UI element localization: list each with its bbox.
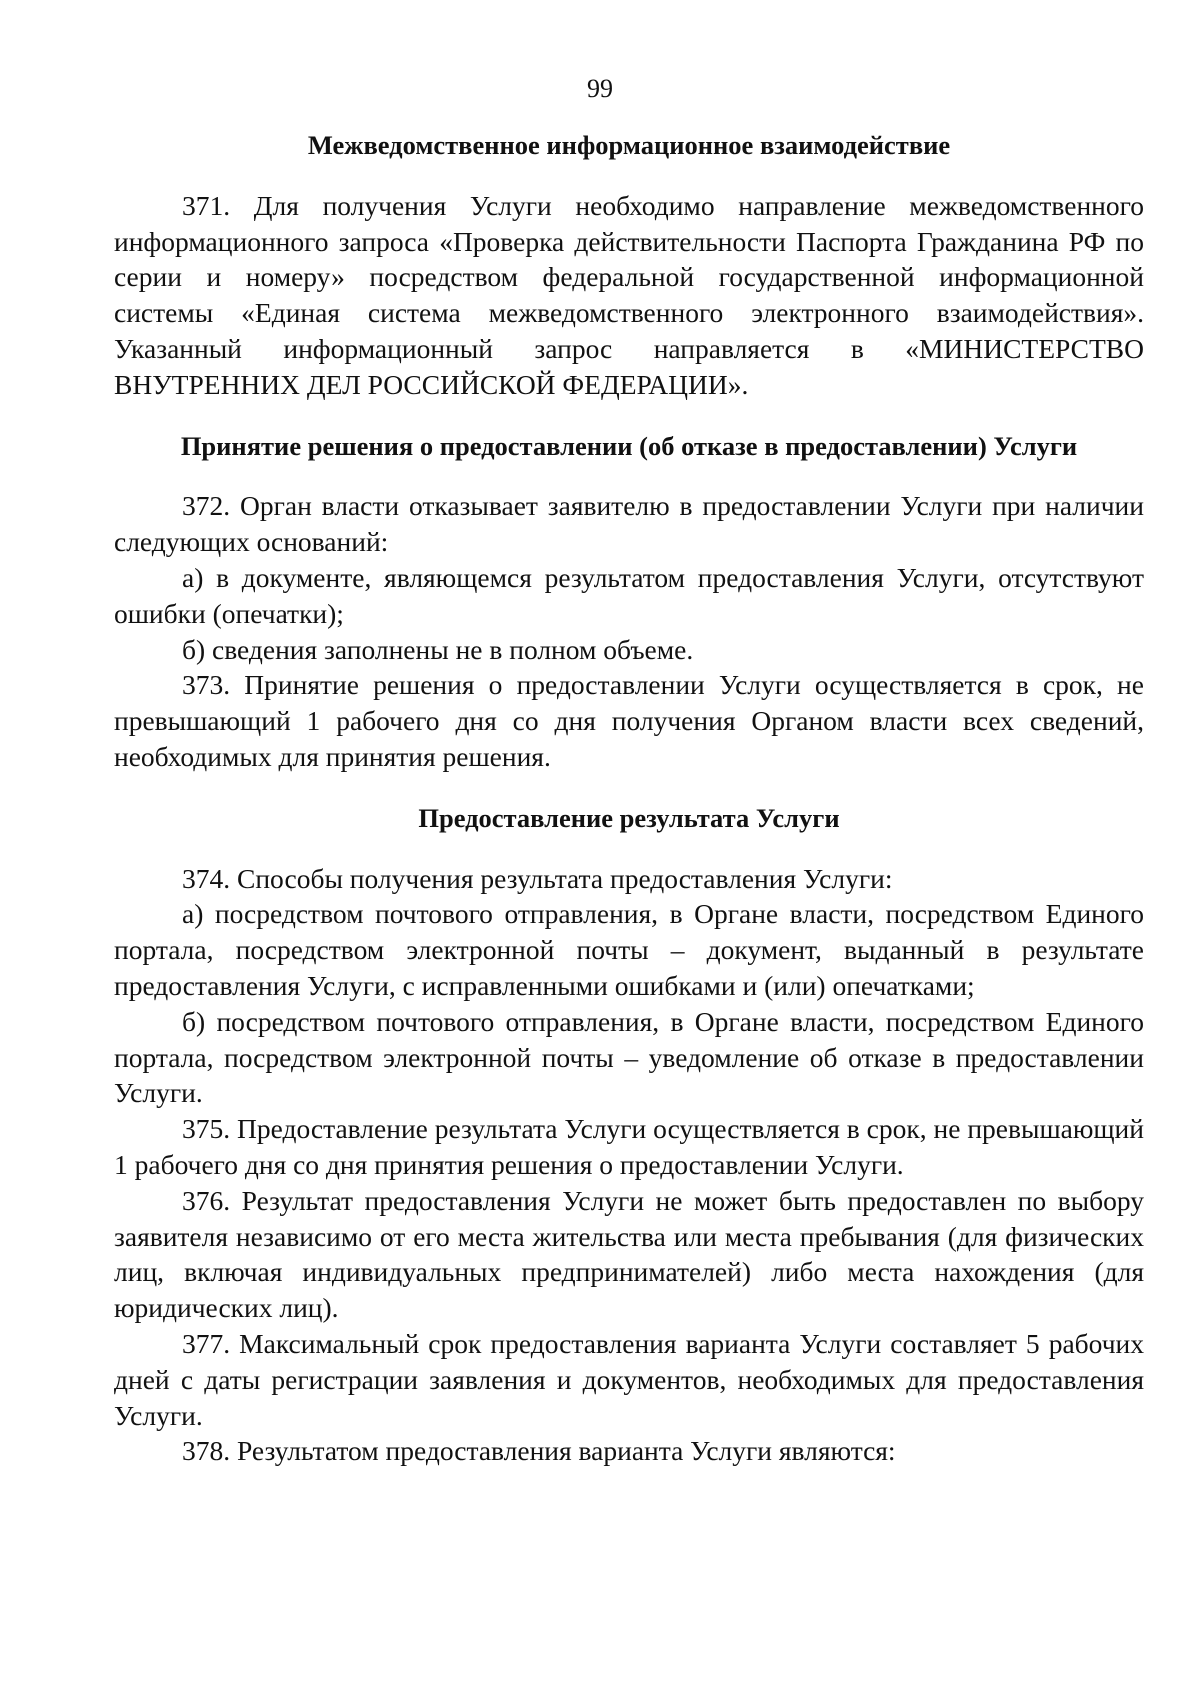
section-heading-result: Предоставление результата Услуги: [418, 802, 840, 833]
section-heading-decision: Принятие решения о предоставлении (об отказе в предоставлении) Услуги: [180, 430, 1078, 461]
paragraph-378: 378. Результатом предоставления варианта Услуги являются:: [182, 1435, 896, 1467]
paragraph-374-b: б) посредством почтового отправления, в Органе власти, посредством Единого портала, посредством электронной почты – уведомление об отказе в предоставлении Услуги.: [114, 1005, 1144, 1109]
section-heading-interagency: Межведомственное информационное взаимодействие: [307, 130, 951, 160]
paragraph-375: 375. Предоставление результата Услуги осуществляется в срок, не превышающий 1 рабочего дня со дня принятия решения о предоставлении Услуги.: [114, 1113, 1144, 1180]
paragraph-372-b: б) сведения заполнены не в полном объеме.: [182, 633, 694, 665]
document-body: [114, 128, 1144, 1469]
paragraph-377: 377. Максимальный срок предоставления варианта Услуги составляет 5 рабочих дней с даты регистрации заявления и документов, необходимых для предоставления Услуги.: [114, 1327, 1144, 1431]
page-number: 99: [587, 74, 613, 103]
paragraph-373: 373. Принятие решения о предоставлении Услуги осуществляется в срок, не превышающий 1 рабочего дня со дня получения Органом власти всех сведений, необходимых для принятия решения.: [114, 669, 1144, 772]
paragraph-371: 371. Для получения Услуги необходимо направление межведомственного информационного запроса «Проверка действительности Паспорта Гражданина РФ по серии и номеру» посредством федеральной государственной информационной системы «Единая система межведомственного электронного взаимодействия». Указанный информационный запрос направляется в «МИНИСТЕРСТВО ВНУТРЕННИХ ДЕЛ РОССИЙСКОЙ ФЕДЕРАЦИИ».: [114, 189, 1144, 400]
paragraph-372: 372. Орган власти отказывает заявителю в предоставлении Услуги при наличии следующих оснований:: [114, 490, 1144, 558]
paragraph-374-a: а) посредством почтового отправления, в Органе власти, посредством Единого портала, посредством электронной почты – документ, выданный в результате предоставления Услуги, с исправленными ошибками и (или) опечатками;: [114, 898, 1144, 1001]
paragraph-372-a: а) в документе, являющемся результатом предоставления Услуги, отсутствуют ошибки (опечатки);: [114, 561, 1144, 629]
paragraph-374: 374. Способы получения результата предоставления Услуги:: [182, 862, 893, 894]
paragraph-376: 376. Результат предоставления Услуги не может быть предоставлен по выбору заявителя независимо от его места жительства или места пребывания (для физических лиц, включая индивидуальных предпринимателей) либо места нахождения (для юридических лиц).: [114, 1184, 1144, 1324]
